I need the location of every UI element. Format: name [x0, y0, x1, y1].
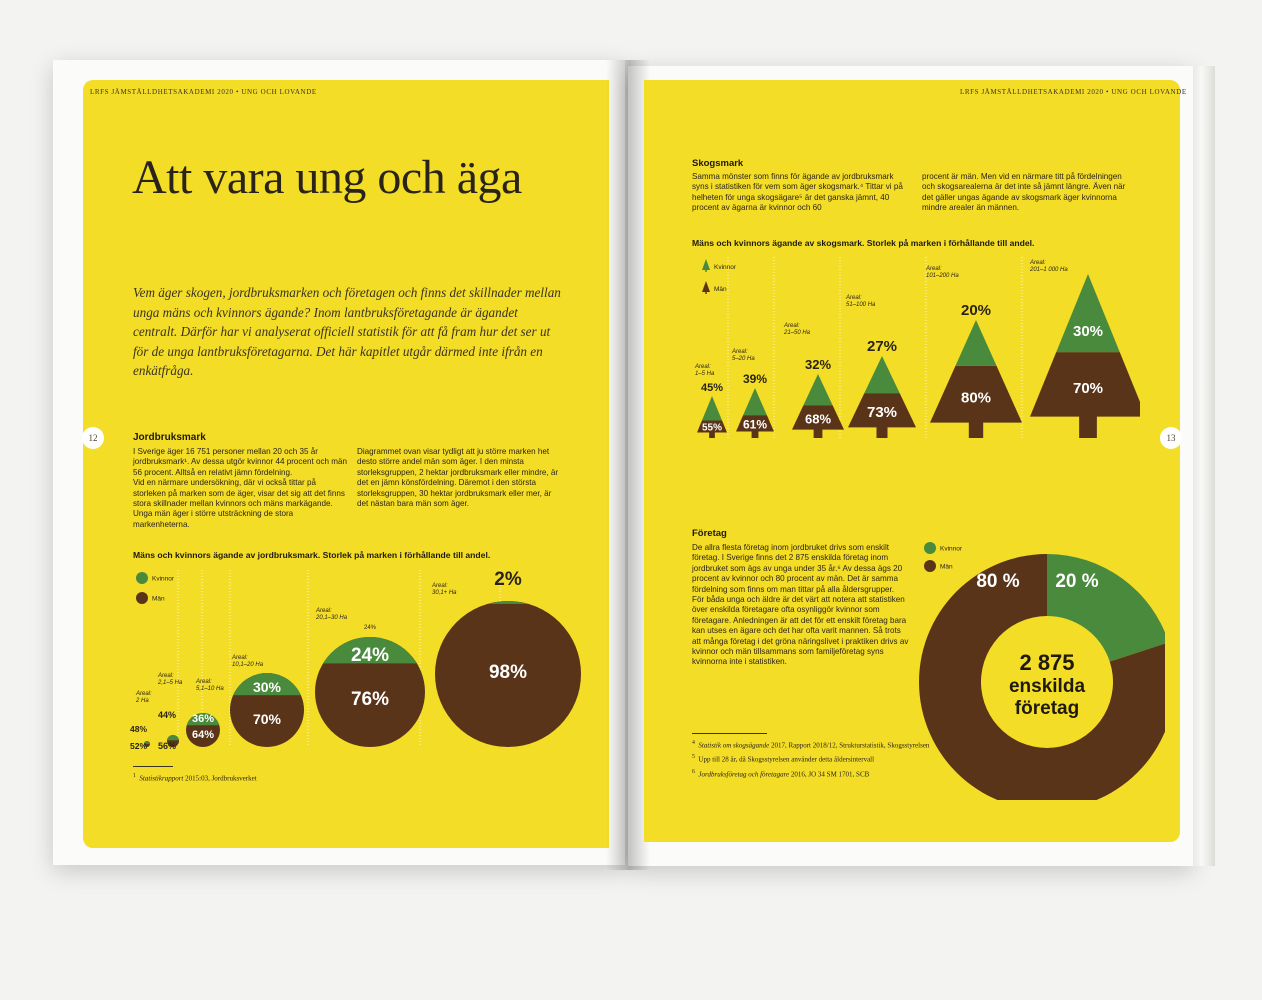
footnote-rest: 2017, Rapport 2018/12, Strukturstatistik, Skogsstyrelsen: [769, 741, 930, 750]
tree-women-label: 45%: [700, 382, 724, 394]
footnote-source: Statistikrapport: [139, 774, 184, 783]
footnote-item: [692, 767, 932, 779]
donut-center-number: 2 875: [1019, 650, 1075, 675]
legend-men-swatch: [136, 592, 148, 604]
legend-men-label: Män: [714, 286, 727, 293]
category-label: Areal: 201–1 000 Ha: [1030, 260, 1068, 273]
tree-women-label: 39%: [742, 372, 768, 386]
body-col1: I Sverige äger 16 751 personer mellan 20 och 35 år jordbruksmark¹. Av dessa utgör kvinnor 44 procent och män 56 procent. Alltså en relativt jämn fördelning. Vid en närmare undersökning, där vi också tittar på storleken på marken som de äger, visar det sig att det finns stora skillnader mellan kvinnors och mäns markägande. Unga män äger i större utsträckning de stora markenheterna.: [133, 447, 347, 529]
tree-women: [1056, 274, 1120, 352]
donut-chart: [905, 530, 1165, 800]
bubble-extra-label: 24%: [364, 625, 377, 631]
footnote-number: 1: [133, 773, 136, 779]
tree-women-label: 30%: [1072, 323, 1104, 341]
page-edge: [1193, 66, 1215, 866]
bubble-women-label: 30%: [252, 679, 282, 695]
footnote-source: Jordbruksföretag och företagare: [698, 769, 790, 778]
tree-women: [955, 320, 996, 366]
tree-men-label: 68%: [804, 411, 832, 427]
tree-chart: [690, 252, 1140, 452]
legend-women-swatch: [702, 259, 710, 270]
legend-women-label: Kvinnor: [152, 575, 175, 583]
legend-women-swatch: [136, 572, 148, 584]
footnote-left: [133, 771, 257, 783]
running-head-left: LRFS JÄMSTÄLLDHETSAKADEMI 2020 • UNG OCH LOVANDE: [90, 88, 317, 96]
bubble-women-label: 2%: [494, 569, 522, 590]
bubble-women: [167, 735, 179, 740]
tree-trunk: [969, 422, 983, 438]
tree-women: [803, 374, 832, 405]
category-label: Areal: 10,1–20 Ha: [232, 655, 264, 668]
legend-women-label: Kvinnor: [714, 264, 737, 271]
tree-women-label: 32%: [804, 357, 832, 372]
footnote-rule-left: [133, 766, 173, 767]
bubble-men-label: 70%: [252, 711, 282, 727]
tree-trunk: [1079, 416, 1097, 438]
footnote-number: 5: [692, 754, 695, 761]
bubble-men-label: 76%: [350, 689, 390, 710]
bubble-men-label: 56%: [158, 741, 177, 751]
footnotes-right: [692, 738, 932, 781]
footnote-number: 4: [692, 740, 695, 746]
tree-trunk: [814, 429, 823, 438]
footnote-item: [692, 752, 932, 764]
tree-men-label: 55%: [701, 422, 723, 434]
page-number-right: 13: [1160, 427, 1182, 449]
tree-men-label: 61%: [742, 417, 768, 432]
footnote-number: 6: [692, 768, 695, 775]
bubble-men-label: 64%: [191, 729, 215, 741]
chart-title-skogsmark: Mäns och kvinnors ägande av skogsmark. Storlek på marken i förhållande till andel.: [692, 238, 1035, 248]
bubble-women-label: 24%: [350, 645, 390, 666]
category-label: Areal: 20,1–30 Ha: [316, 608, 348, 621]
bubble-women: [435, 601, 581, 604]
tree-women: [743, 388, 767, 415]
section-title-foretag: Företag: [692, 528, 727, 539]
tree-men-label: 70%: [1072, 379, 1104, 397]
bubble-women-label: 44%: [158, 710, 177, 720]
tree-trunk: [876, 427, 887, 438]
bubble-women-label: 48%: [130, 724, 148, 734]
tree-women: [702, 396, 722, 421]
footnote-rest: 2016, JO 34 SM 1701, SCB: [789, 769, 870, 778]
category-label: Areal: 2 Ha: [136, 691, 152, 704]
category-label: Areal: 5–20 Ha: [732, 349, 755, 362]
section-title-jordbruksmark: Jordbruksmark: [133, 432, 206, 443]
running-head-right: LRFS JÄMSTÄLLDHETSAKADEMI 2020 • UNG OCH LOVANDE: [960, 88, 1187, 96]
donut-men-label: 80 %: [976, 571, 1020, 592]
footnote-source: Statistik om skogsägande: [698, 741, 770, 750]
legend-men-label: Män: [152, 595, 165, 603]
category-label: Areal: 5,1–10 Ha: [196, 679, 224, 692]
footnote-rest: Upp till 28 år, då Skogsstyrelsen använder detta åldersintervall: [698, 755, 875, 764]
legend-men-label: Män: [940, 563, 953, 571]
body-col2: Diagrammet ovan visar tydligt att ju större marken het desto större andel män som äger. I den minsta storleksgruppen, 2 hektar jordbruksmark eller mindre, är det en jämn könsfördelning. Däremot i den största storleksgruppen, 30 hektar jordbruksmark eller mer, är det nästan bara män som äger.: [357, 447, 559, 509]
bubble-men-label: 52%: [130, 741, 148, 751]
category-label: Areal: 51–100 Ha: [846, 295, 876, 308]
tree-women: [864, 356, 899, 393]
tree-women-label: 20%: [960, 302, 992, 319]
bubble-women-label: 36%: [191, 713, 215, 725]
legend-men-swatch: [924, 560, 936, 572]
page-number-left: 12: [82, 427, 104, 449]
company-body: De allra flesta företag inom jordbruket drivs som enskilt företag. I Sverige finns det 2 875 enskilda företag inom jordbruket som ägs av unga under 35 år.⁶ Av dessa ägs 20 procent av kvinnor och 80 procent av män. Det är samma fördelning som finns om man tittar på alla åldersgrupper. För båda unga och äldre är det värt att notera att statistiken över enskilda företagare ofta osynliggör kvinnor som företagare. Anledningen är att det för ett enskilt företag bara kan utses en ägare och det har ofta varit mannen. Så trots att många företag i det gröna näringslivet i praktiken drivs av kvinnor och män tillsammans som familjeföretag syns kvinnorna inte i statistiken.: [692, 543, 909, 667]
tree-men-label: 73%: [866, 404, 898, 422]
category-label: Areal: 2,1–5 Ha: [158, 673, 183, 686]
legend-women-label: Kvinnor: [940, 545, 963, 553]
forest-col2: procent är män. Men vid en närmare titt på fördelningen och skogsarealerna är det inte så jämnt längre. Även när det gäller ungas ägande av skogsmark äger kvinnorna mindre arealer än männen.: [922, 172, 1126, 213]
category-label: Areal: 21–50 Ha: [784, 323, 811, 336]
footnote-rule-right: [692, 733, 767, 734]
legend-men-swatch: [702, 281, 710, 292]
category-label: Areal: 30,1+ Ha: [432, 583, 457, 596]
legend-women-swatch: [924, 542, 936, 554]
bubble-chart: [130, 565, 590, 760]
tree-trunk: [752, 431, 759, 438]
bubble-men-label: 98%: [488, 662, 528, 683]
chart-title-jordbruksmark: Mäns och kvinnors ägande av jordbruksmark. Storlek på marken i förhållande till andel.: [133, 550, 491, 560]
tree-men-label: 80%: [960, 389, 992, 407]
section-title-skogsmark: Skogsmark: [692, 158, 744, 169]
donut-center-line2: företag: [1014, 698, 1080, 719]
donut-women-label: 20 %: [1055, 571, 1099, 592]
forest-col1: Samma mönster som finns för ägande av jordbruksmark syns i statistiken för vem som äger skogsmark.⁴ Tittar vi på helheten för unga skogsägare⁵ är det ganska jämnt, 40 procent av ägarna är kvinnor och 60: [692, 172, 903, 213]
footnote-rest: 2015:03, Jordbruksverket: [183, 774, 257, 783]
lead-paragraph: Vem äger skogen, jordbruksmarken och företagen och finns det skillnader mellan unga mäns och kvinnors ägande? Inom lantbruksföretagande är ägandet centralt. Därför har vi analyserat officiell statistik för att få fram hur det ser ut för de unga lantbruksföretagarna. Det här kapitlet utgår därmed inte ifrån en enkätfråga.: [133, 285, 561, 378]
tree-women-label: 27%: [866, 338, 898, 355]
category-label: Areal: 1–5 Ha: [695, 364, 715, 377]
footnote-item: [692, 738, 932, 750]
donut-center-line1: enskilda: [1008, 676, 1086, 697]
category-label: Areal: 101–200 Ha: [926, 266, 959, 279]
page-title: Att vara ung och äga: [132, 151, 522, 204]
